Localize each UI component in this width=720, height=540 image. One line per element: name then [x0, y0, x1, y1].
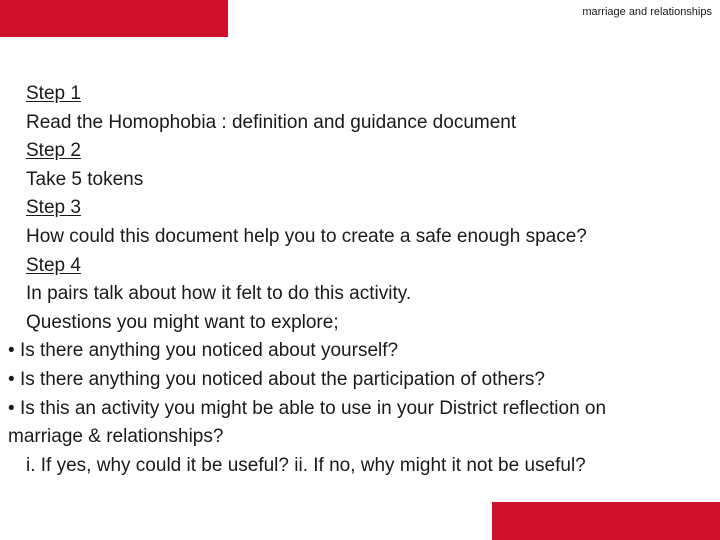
- bullet-icon: •: [8, 340, 15, 362]
- bullet-item: [8, 395, 714, 424]
- bullet-text: Is there anything you noticed about yourself?: [19, 340, 399, 362]
- bottom-accent-bar: [492, 502, 720, 540]
- step-4-text: In pairs talk about how it felt to do this activity.: [26, 283, 412, 305]
- step-4-label: Step 4: [26, 254, 81, 276]
- bullet-text: Is this an activity you might be able to use in your District reflection on: [19, 397, 607, 419]
- bullet-continuation: marriage & relationships?: [8, 426, 224, 448]
- bullet-text: Is there anything you noticed about the participation of others?: [19, 368, 545, 390]
- slide-content: [8, 80, 714, 480]
- followup-questions: i. If yes, why could it be useful? ii. If no, why might it not be useful?: [26, 454, 586, 476]
- questions-intro: Questions you might want to explore;: [26, 311, 339, 333]
- bullet-item: [8, 366, 714, 395]
- step-2-text: Take 5 tokens: [26, 168, 144, 190]
- step-3-label: Step 3: [26, 197, 81, 219]
- step-1-text: Read the Homophobia : definition and guidance document: [26, 111, 517, 133]
- bullet-icon: •: [8, 368, 15, 390]
- top-accent-bar: [0, 0, 228, 37]
- header-title: marriage and relationships: [582, 6, 712, 18]
- step-3-text: How could this document help you to create a safe enough space?: [26, 225, 587, 247]
- step-1-label: Step 1: [26, 83, 81, 104]
- step-2-label: Step 2: [26, 140, 81, 162]
- bullet-icon: •: [8, 397, 15, 419]
- bullet-item: [8, 337, 714, 366]
